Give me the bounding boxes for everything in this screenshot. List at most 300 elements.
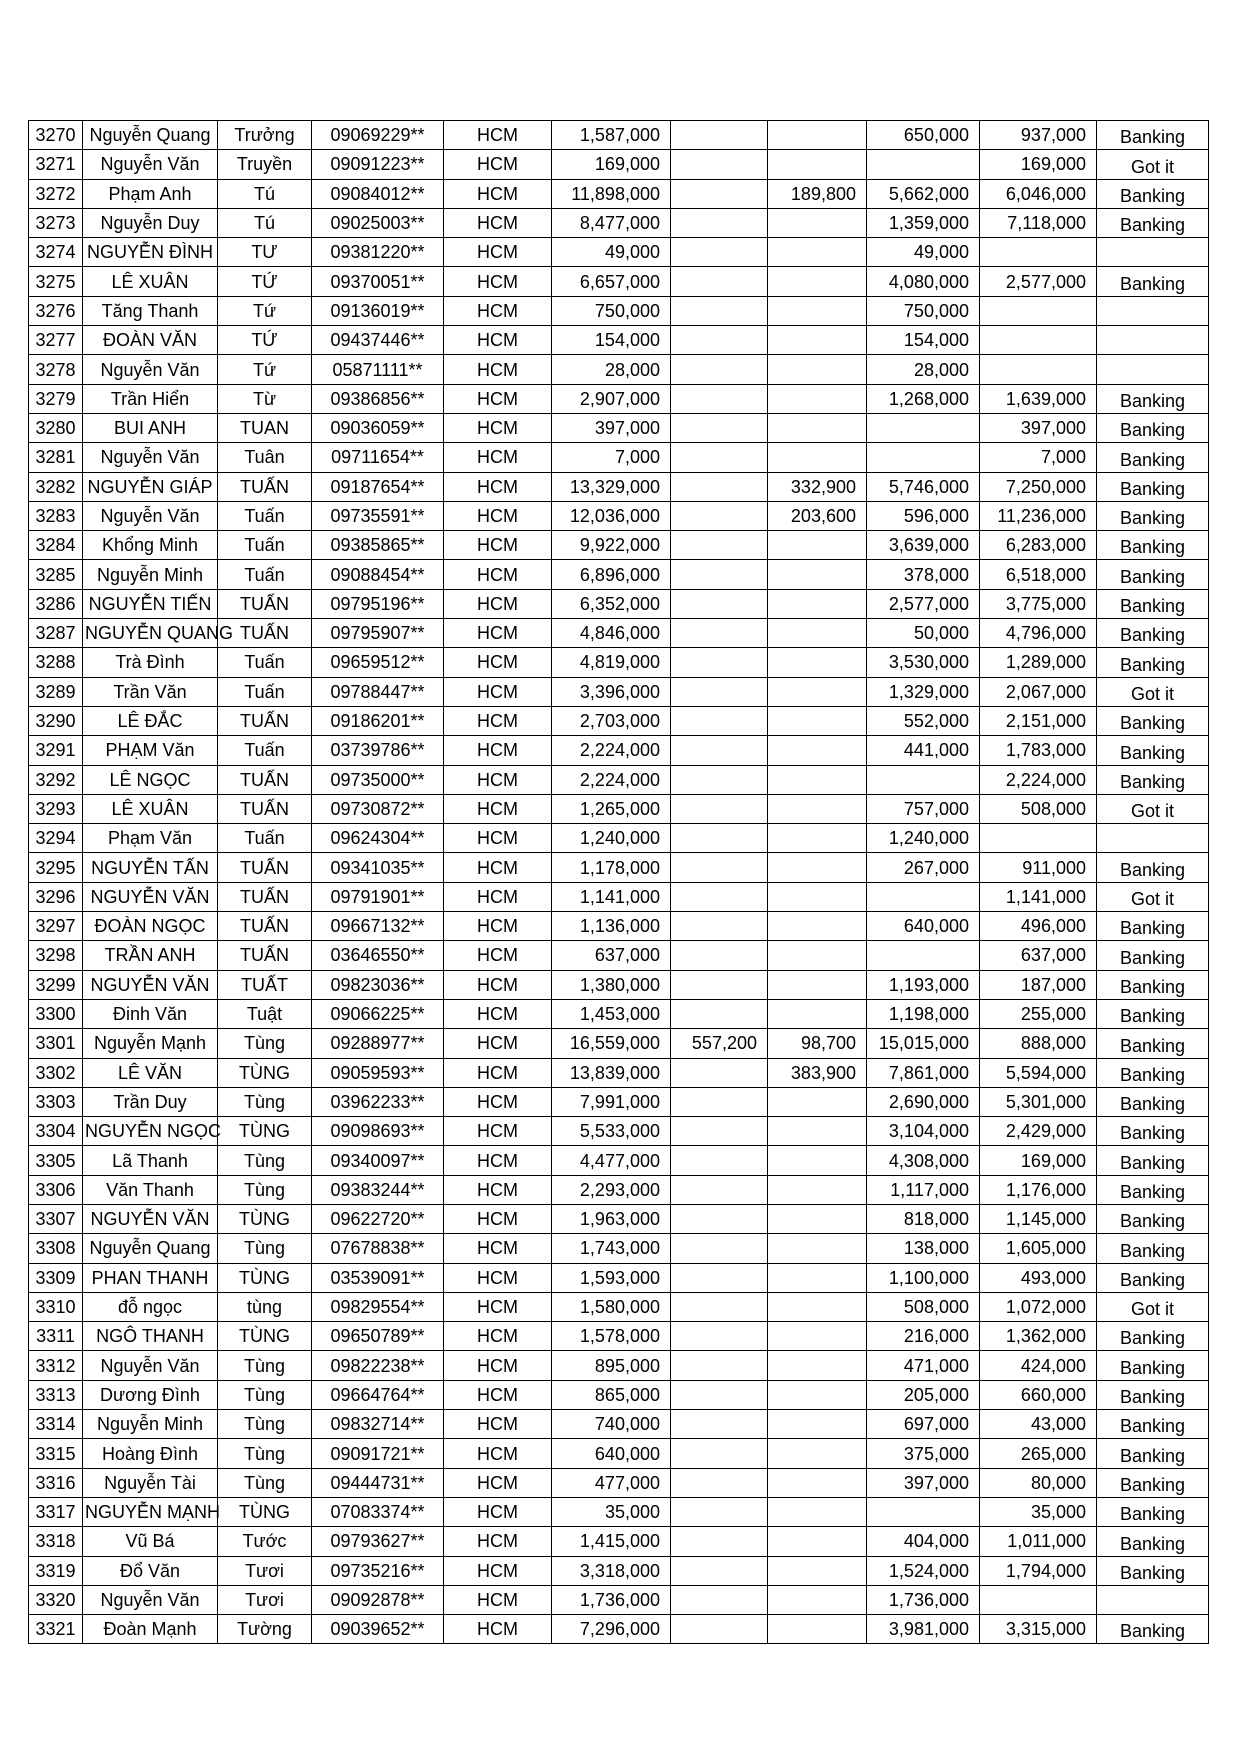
payment-method-cell: Banking — [1097, 970, 1209, 999]
amount-col-a-cell — [671, 648, 768, 677]
amount-col-d-cell: 1,605,000 — [980, 1234, 1097, 1263]
first-name-cell: Tùng — [218, 1439, 312, 1468]
total-amount-cell: 3,318,000 — [552, 1556, 671, 1585]
total-amount-cell: 397,000 — [552, 413, 671, 442]
amount-col-a-cell — [671, 1292, 768, 1321]
phone-number-cell: 09622720** — [312, 1204, 444, 1233]
amount-col-c-cell: 640,000 — [867, 912, 980, 941]
amount-col-b-cell — [768, 1497, 867, 1526]
last-name-cell: Hoàng Đình — [83, 1439, 218, 1468]
first-name-cell: TUẤN — [218, 794, 312, 823]
row-number-cell: 3294 — [29, 824, 83, 853]
last-name-cell: NGUYỄN NGỌC — [83, 1117, 218, 1146]
amount-col-a-cell — [671, 121, 768, 150]
amount-col-a-cell — [671, 472, 768, 501]
amount-col-b-cell — [768, 648, 867, 677]
amount-col-d-cell: 4,796,000 — [980, 619, 1097, 648]
total-amount-cell: 4,477,000 — [552, 1146, 671, 1175]
table-row — [29, 384, 1209, 413]
amount-col-c-cell: 378,000 — [867, 560, 980, 589]
amount-col-c-cell — [867, 882, 980, 911]
amount-col-b-cell — [768, 999, 867, 1028]
payment-method-cell: Banking — [1097, 1527, 1209, 1556]
city-cell: HCM — [444, 238, 552, 267]
first-name-cell: TÙNG — [218, 1263, 312, 1292]
first-name-cell: Tùng — [218, 1087, 312, 1116]
payment-method-cell: Banking — [1097, 1117, 1209, 1146]
city-cell: HCM — [444, 531, 552, 560]
table-row — [29, 1175, 1209, 1204]
phone-number-cell: 07678838** — [312, 1234, 444, 1263]
last-name-cell: NGUYỄN QUANG — [83, 619, 218, 648]
amount-col-b-cell — [768, 706, 867, 735]
amount-col-c-cell: 1,268,000 — [867, 384, 980, 413]
row-number-cell: 3315 — [29, 1439, 83, 1468]
amount-col-b-cell: 383,900 — [768, 1058, 867, 1087]
total-amount-cell: 1,580,000 — [552, 1292, 671, 1321]
amount-col-d-cell: 5,594,000 — [980, 1058, 1097, 1087]
payment-method-cell: Banking — [1097, 912, 1209, 941]
payment-method-cell: Banking — [1097, 1351, 1209, 1380]
amount-col-b-cell — [768, 1322, 867, 1351]
amount-col-b-cell: 98,700 — [768, 1029, 867, 1058]
first-name-cell: Tứ — [218, 355, 312, 384]
table-row — [29, 296, 1209, 325]
phone-number-cell: 09383244** — [312, 1175, 444, 1204]
total-amount-cell: 2,907,000 — [552, 384, 671, 413]
amount-col-d-cell: 1,176,000 — [980, 1175, 1097, 1204]
payment-method-cell: Banking — [1097, 941, 1209, 970]
amount-col-a-cell — [671, 150, 768, 179]
total-amount-cell: 169,000 — [552, 150, 671, 179]
city-cell: HCM — [444, 1615, 552, 1644]
amount-col-b-cell — [768, 1380, 867, 1409]
payment-method-cell: Banking — [1097, 413, 1209, 442]
amount-col-d-cell: 7,250,000 — [980, 472, 1097, 501]
phone-number-cell: 09788447** — [312, 677, 444, 706]
amount-col-b-cell — [768, 1204, 867, 1233]
row-number-cell: 3311 — [29, 1322, 83, 1351]
row-number-cell: 3313 — [29, 1380, 83, 1409]
amount-col-d-cell — [980, 326, 1097, 355]
phone-number-cell: 09186201** — [312, 706, 444, 735]
total-amount-cell: 6,352,000 — [552, 589, 671, 618]
total-amount-cell: 750,000 — [552, 296, 671, 325]
amount-col-a-cell — [671, 238, 768, 267]
first-name-cell: Trưởng — [218, 121, 312, 150]
table-row — [29, 1439, 1209, 1468]
row-number-cell: 3298 — [29, 941, 83, 970]
row-number-cell: 3289 — [29, 677, 83, 706]
table-row — [29, 150, 1209, 179]
total-amount-cell: 1,240,000 — [552, 824, 671, 853]
city-cell: HCM — [444, 941, 552, 970]
first-name-cell: Tùng — [218, 1351, 312, 1380]
amount-col-c-cell: 441,000 — [867, 736, 980, 765]
payment-method-cell: Banking — [1097, 384, 1209, 413]
total-amount-cell: 6,896,000 — [552, 560, 671, 589]
city-cell: HCM — [444, 1029, 552, 1058]
table-row — [29, 882, 1209, 911]
table-row — [29, 589, 1209, 618]
amount-col-d-cell — [980, 355, 1097, 384]
last-name-cell: Nguyễn Quang — [83, 1234, 218, 1263]
city-cell: HCM — [444, 589, 552, 618]
amount-col-a-cell — [671, 1585, 768, 1614]
amount-col-c-cell — [867, 443, 980, 472]
amount-col-d-cell: 660,000 — [980, 1380, 1097, 1409]
amount-col-d-cell: 6,518,000 — [980, 560, 1097, 589]
amount-col-b-cell — [768, 150, 867, 179]
payment-method-cell — [1097, 326, 1209, 355]
last-name-cell: TRẦN ANH — [83, 941, 218, 970]
last-name-cell: PHAN THANH — [83, 1263, 218, 1292]
city-cell: HCM — [444, 882, 552, 911]
amount-col-c-cell: 650,000 — [867, 121, 980, 150]
table-row — [29, 326, 1209, 355]
first-name-cell: TÙNG — [218, 1497, 312, 1526]
amount-col-d-cell — [980, 296, 1097, 325]
amount-col-d-cell: 7,118,000 — [980, 208, 1097, 237]
amount-col-d-cell — [980, 238, 1097, 267]
amount-col-c-cell: 1,524,000 — [867, 1556, 980, 1585]
amount-col-b-cell — [768, 1585, 867, 1614]
city-cell: HCM — [444, 970, 552, 999]
amount-col-c-cell: 818,000 — [867, 1204, 980, 1233]
payment-method-cell: Banking — [1097, 1029, 1209, 1058]
phone-number-cell: 03739786** — [312, 736, 444, 765]
amount-col-b-cell — [768, 443, 867, 472]
amount-col-d-cell: 169,000 — [980, 1146, 1097, 1175]
last-name-cell: Nguyễn Tài — [83, 1468, 218, 1497]
amount-col-b-cell — [768, 1556, 867, 1585]
total-amount-cell: 6,657,000 — [552, 267, 671, 296]
amount-col-b-cell — [768, 1527, 867, 1556]
amount-col-b-cell — [768, 326, 867, 355]
first-name-cell: TUẤN — [218, 589, 312, 618]
amount-col-c-cell: 397,000 — [867, 1468, 980, 1497]
table-row — [29, 443, 1209, 472]
amount-col-a-cell — [671, 1322, 768, 1351]
amount-col-b-cell — [768, 1468, 867, 1497]
row-number-cell: 3282 — [29, 472, 83, 501]
amount-col-d-cell: 3,315,000 — [980, 1615, 1097, 1644]
amount-col-a-cell — [671, 1058, 768, 1087]
table-row — [29, 677, 1209, 706]
phone-number-cell: 05871111** — [312, 355, 444, 384]
amount-col-b-cell — [768, 941, 867, 970]
amount-col-d-cell: 888,000 — [980, 1029, 1097, 1058]
table-row — [29, 208, 1209, 237]
amount-col-d-cell: 187,000 — [980, 970, 1097, 999]
phone-number-cell: 09059593** — [312, 1058, 444, 1087]
table-row — [29, 824, 1209, 853]
last-name-cell: Dương Đình — [83, 1380, 218, 1409]
phone-number-cell: 09084012** — [312, 179, 444, 208]
amount-col-a-cell — [671, 619, 768, 648]
amount-col-a-cell — [671, 1380, 768, 1409]
table-row — [29, 1263, 1209, 1292]
row-number-cell: 3314 — [29, 1410, 83, 1439]
amount-col-a-cell — [671, 1175, 768, 1204]
city-cell: HCM — [444, 267, 552, 296]
amount-col-c-cell: 1,198,000 — [867, 999, 980, 1028]
amount-col-a-cell — [671, 1087, 768, 1116]
amount-col-a-cell — [671, 296, 768, 325]
amount-col-c-cell: 750,000 — [867, 296, 980, 325]
amount-col-d-cell: 496,000 — [980, 912, 1097, 941]
amount-col-a-cell — [671, 1468, 768, 1497]
city-cell: HCM — [444, 1263, 552, 1292]
last-name-cell: NGUYỄN TẤN — [83, 853, 218, 882]
payment-method-cell: Banking — [1097, 736, 1209, 765]
row-number-cell: 3296 — [29, 882, 83, 911]
table-row — [29, 1322, 1209, 1351]
row-number-cell: 3274 — [29, 238, 83, 267]
amount-col-a-cell — [671, 794, 768, 823]
total-amount-cell: 1,265,000 — [552, 794, 671, 823]
row-number-cell: 3317 — [29, 1497, 83, 1526]
phone-number-cell: 09795196** — [312, 589, 444, 618]
amount-col-c-cell — [867, 150, 980, 179]
city-cell: HCM — [444, 1234, 552, 1263]
total-amount-cell: 865,000 — [552, 1380, 671, 1409]
total-amount-cell: 2,293,000 — [552, 1175, 671, 1204]
first-name-cell: Truyền — [218, 150, 312, 179]
first-name-cell: TUẤN — [218, 706, 312, 735]
first-name-cell: Tuấn — [218, 677, 312, 706]
total-amount-cell: 1,736,000 — [552, 1585, 671, 1614]
amount-col-b-cell — [768, 355, 867, 384]
phone-number-cell: 09650789** — [312, 1322, 444, 1351]
first-name-cell: Tuấn — [218, 501, 312, 530]
table-row — [29, 999, 1209, 1028]
phone-number-cell: 03962233** — [312, 1087, 444, 1116]
amount-col-c-cell: 1,100,000 — [867, 1263, 980, 1292]
payment-method-cell: Banking — [1097, 443, 1209, 472]
row-number-cell: 3279 — [29, 384, 83, 413]
last-name-cell: Nguyễn Duy — [83, 208, 218, 237]
last-name-cell: Nguyễn Minh — [83, 560, 218, 589]
amount-col-a-cell — [671, 589, 768, 618]
first-name-cell: TỨ — [218, 267, 312, 296]
row-number-cell: 3312 — [29, 1351, 83, 1380]
last-name-cell: Lã Thanh — [83, 1146, 218, 1175]
first-name-cell: Tước — [218, 1527, 312, 1556]
table-row — [29, 1087, 1209, 1116]
amount-col-c-cell: 404,000 — [867, 1527, 980, 1556]
total-amount-cell: 49,000 — [552, 238, 671, 267]
table-row — [29, 1058, 1209, 1087]
payment-method-cell: Banking — [1097, 1497, 1209, 1526]
amount-col-c-cell: 1,193,000 — [867, 970, 980, 999]
table-row — [29, 472, 1209, 501]
last-name-cell: Trần Hiển — [83, 384, 218, 413]
first-name-cell: TUẤN — [218, 472, 312, 501]
row-number-cell: 3292 — [29, 765, 83, 794]
amount-col-b-cell — [768, 882, 867, 911]
total-amount-cell: 1,141,000 — [552, 882, 671, 911]
row-number-cell: 3278 — [29, 355, 83, 384]
last-name-cell: LÊ XUÂN — [83, 794, 218, 823]
amount-col-c-cell: 552,000 — [867, 706, 980, 735]
amount-col-b-cell — [768, 531, 867, 560]
amount-col-c-cell — [867, 941, 980, 970]
city-cell: HCM — [444, 472, 552, 501]
total-amount-cell: 7,991,000 — [552, 1087, 671, 1116]
city-cell: HCM — [444, 1117, 552, 1146]
total-amount-cell: 9,922,000 — [552, 531, 671, 560]
last-name-cell: NGÔ THANH — [83, 1322, 218, 1351]
first-name-cell: Tùng — [218, 1468, 312, 1497]
amount-col-d-cell: 11,236,000 — [980, 501, 1097, 530]
amount-col-d-cell: 508,000 — [980, 794, 1097, 823]
payment-method-cell: Banking — [1097, 619, 1209, 648]
last-name-cell: PHẠM Văn — [83, 736, 218, 765]
first-name-cell: TUẤN — [218, 941, 312, 970]
amount-col-b-cell — [768, 267, 867, 296]
total-amount-cell: 1,963,000 — [552, 1204, 671, 1233]
payment-method-cell: Banking — [1097, 472, 1209, 501]
first-name-cell: TUẤN — [218, 912, 312, 941]
row-number-cell: 3280 — [29, 413, 83, 442]
amount-col-a-cell — [671, 1615, 768, 1644]
phone-number-cell: 09791901** — [312, 882, 444, 911]
payment-method-cell: Banking — [1097, 1263, 1209, 1292]
city-cell: HCM — [444, 1351, 552, 1380]
row-number-cell: 3319 — [29, 1556, 83, 1585]
row-number-cell: 3302 — [29, 1058, 83, 1087]
table-row — [29, 912, 1209, 941]
payment-method-cell: Banking — [1097, 1175, 1209, 1204]
total-amount-cell: 2,224,000 — [552, 765, 671, 794]
table-row — [29, 1029, 1209, 1058]
total-amount-cell: 895,000 — [552, 1351, 671, 1380]
table-row — [29, 1556, 1209, 1585]
amount-col-d-cell: 2,151,000 — [980, 706, 1097, 735]
amount-col-c-cell: 1,117,000 — [867, 1175, 980, 1204]
payment-method-cell: Banking — [1097, 501, 1209, 530]
first-name-cell: Tứ — [218, 296, 312, 325]
first-name-cell: Tùng — [218, 1380, 312, 1409]
phone-number-cell: 09341035** — [312, 853, 444, 882]
amount-col-a-cell — [671, 1410, 768, 1439]
table-row — [29, 355, 1209, 384]
total-amount-cell: 154,000 — [552, 326, 671, 355]
first-name-cell: TỨ — [218, 326, 312, 355]
amount-col-c-cell: 7,861,000 — [867, 1058, 980, 1087]
amount-col-b-cell: 332,900 — [768, 472, 867, 501]
city-cell: HCM — [444, 853, 552, 882]
amount-col-b-cell — [768, 296, 867, 325]
row-number-cell: 3303 — [29, 1087, 83, 1116]
amount-col-b-cell — [768, 1117, 867, 1146]
city-cell: HCM — [444, 179, 552, 208]
last-name-cell: Nguyễn Văn — [83, 150, 218, 179]
total-amount-cell: 5,533,000 — [552, 1117, 671, 1146]
row-number-cell: 3293 — [29, 794, 83, 823]
first-name-cell: TÙNG — [218, 1322, 312, 1351]
first-name-cell: Tùng — [218, 1146, 312, 1175]
amount-col-a-cell — [671, 443, 768, 472]
payment-method-cell: Banking — [1097, 531, 1209, 560]
last-name-cell: Đoàn Mạnh — [83, 1615, 218, 1644]
payment-method-cell: Got it — [1097, 794, 1209, 823]
phone-number-cell: 09088454** — [312, 560, 444, 589]
row-number-cell: 3295 — [29, 853, 83, 882]
row-number-cell: 3309 — [29, 1263, 83, 1292]
amount-col-b-cell: 203,600 — [768, 501, 867, 530]
city-cell: HCM — [444, 501, 552, 530]
row-number-cell: 3320 — [29, 1585, 83, 1614]
payment-method-cell — [1097, 296, 1209, 325]
phone-number-cell: 09730872** — [312, 794, 444, 823]
phone-number-cell: 03646550** — [312, 941, 444, 970]
city-cell: HCM — [444, 648, 552, 677]
table-row — [29, 706, 1209, 735]
city-cell: HCM — [444, 150, 552, 179]
table-row — [29, 1234, 1209, 1263]
first-name-cell: TƯ — [218, 238, 312, 267]
last-name-cell: NGUYỄN ĐÌNH — [83, 238, 218, 267]
phone-number-cell: 09187654** — [312, 472, 444, 501]
table-row — [29, 1468, 1209, 1497]
payment-method-cell: Banking — [1097, 1146, 1209, 1175]
amount-col-d-cell: 637,000 — [980, 941, 1097, 970]
first-name-cell: Tú — [218, 208, 312, 237]
city-cell: HCM — [444, 121, 552, 150]
total-amount-cell: 637,000 — [552, 941, 671, 970]
first-name-cell: Tuật — [218, 999, 312, 1028]
city-cell: HCM — [444, 1380, 552, 1409]
amount-col-b-cell — [768, 1615, 867, 1644]
amount-col-b-cell — [768, 970, 867, 999]
last-name-cell: Nguyễn Văn — [83, 443, 218, 472]
amount-col-c-cell: 15,015,000 — [867, 1029, 980, 1058]
row-number-cell: 3300 — [29, 999, 83, 1028]
table-row — [29, 1380, 1209, 1409]
amount-col-c-cell: 154,000 — [867, 326, 980, 355]
total-amount-cell: 8,477,000 — [552, 208, 671, 237]
city-cell: HCM — [444, 1527, 552, 1556]
last-name-cell: Trần Văn — [83, 677, 218, 706]
city-cell: HCM — [444, 355, 552, 384]
payment-method-cell — [1097, 355, 1209, 384]
payment-method-cell — [1097, 824, 1209, 853]
phone-number-cell: 03539091** — [312, 1263, 444, 1292]
total-amount-cell: 1,136,000 — [552, 912, 671, 941]
amount-col-c-cell: 4,080,000 — [867, 267, 980, 296]
city-cell: HCM — [444, 1322, 552, 1351]
city-cell: HCM — [444, 677, 552, 706]
amount-col-a-cell — [671, 736, 768, 765]
last-name-cell: NGUYỄN VĂN — [83, 882, 218, 911]
amount-col-c-cell: 596,000 — [867, 501, 980, 530]
total-amount-cell: 4,819,000 — [552, 648, 671, 677]
row-number-cell: 3301 — [29, 1029, 83, 1058]
total-amount-cell: 12,036,000 — [552, 501, 671, 530]
table-row — [29, 238, 1209, 267]
total-amount-cell: 1,178,000 — [552, 853, 671, 882]
city-cell: HCM — [444, 619, 552, 648]
total-amount-cell: 13,839,000 — [552, 1058, 671, 1087]
amount-col-d-cell: 1,362,000 — [980, 1322, 1097, 1351]
table-row — [29, 413, 1209, 442]
table-row — [29, 1292, 1209, 1321]
row-number-cell: 3285 — [29, 560, 83, 589]
first-name-cell: TÙNG — [218, 1204, 312, 1233]
city-cell: HCM — [444, 296, 552, 325]
